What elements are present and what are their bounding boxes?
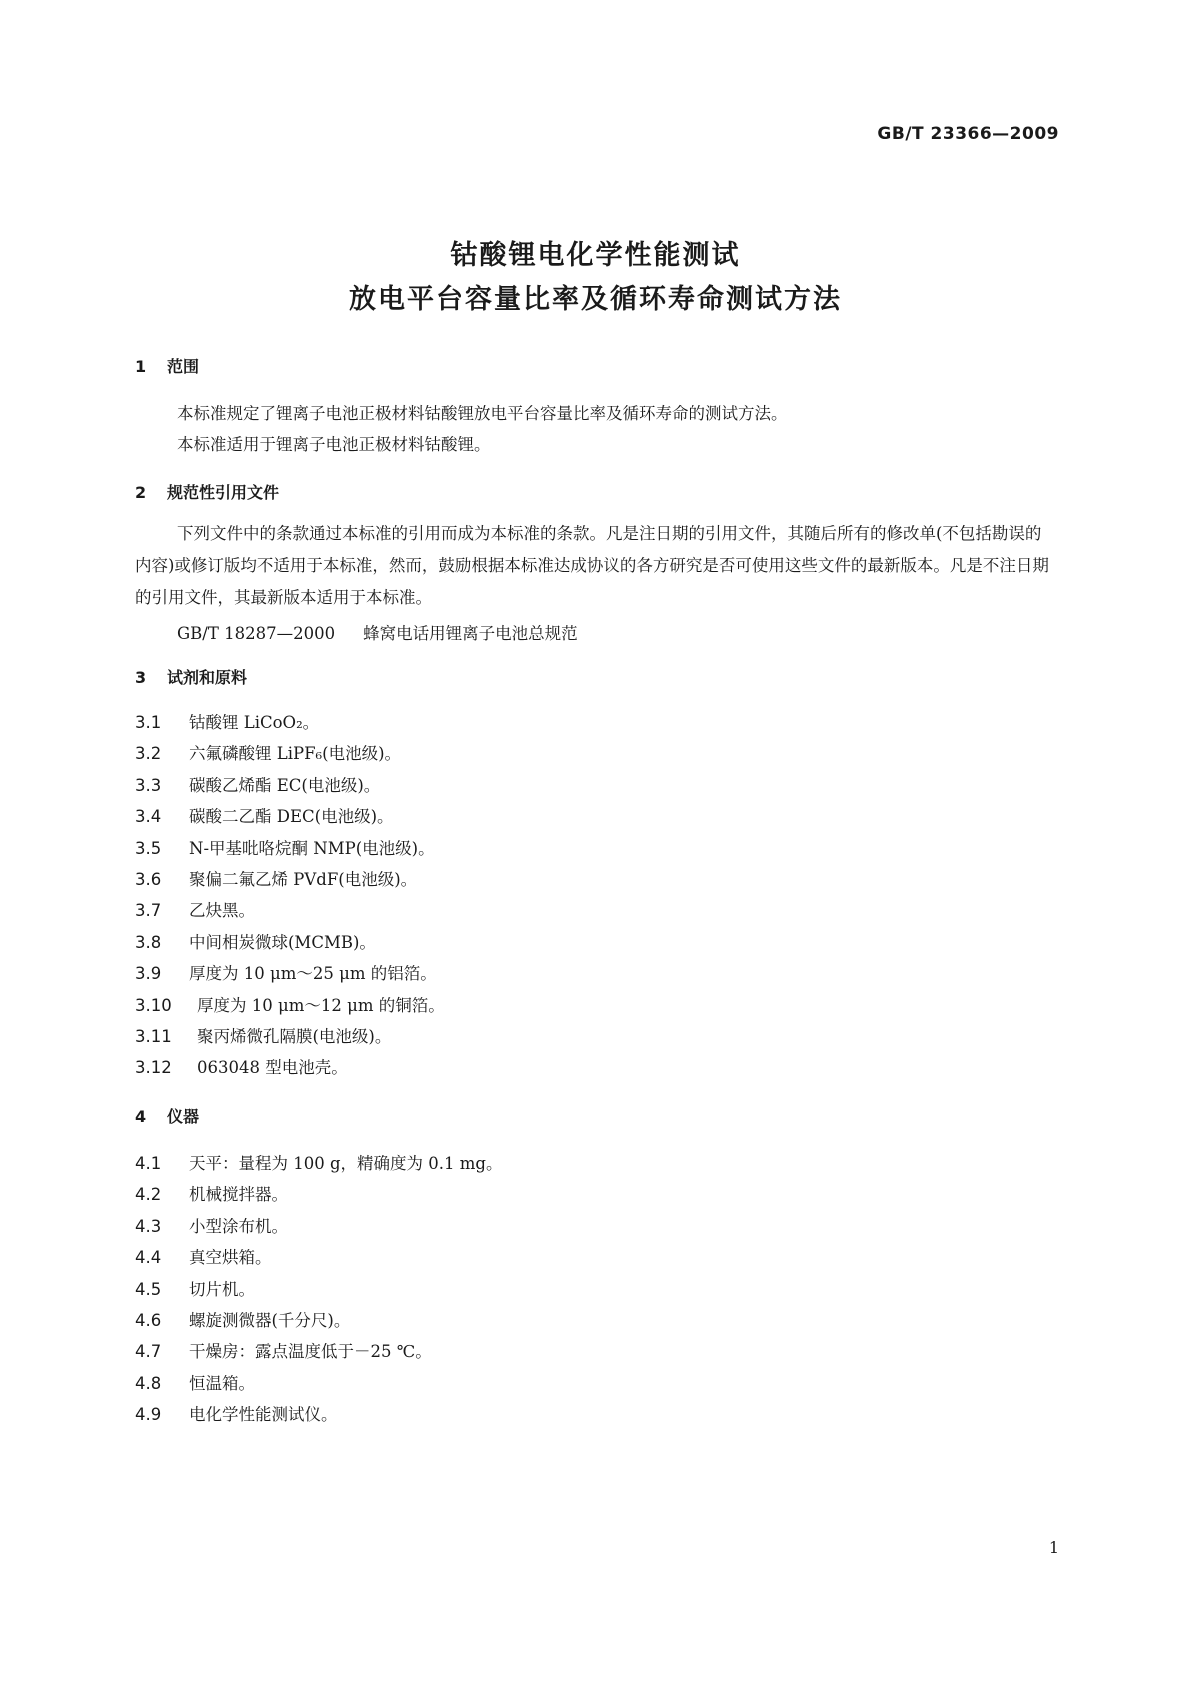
item-number: 3.12 bbox=[135, 1058, 172, 1078]
item-text: 电化学性能测试仪。 bbox=[189, 1405, 338, 1425]
item-text: 真空烘箱。 bbox=[189, 1248, 272, 1268]
list-item bbox=[135, 1150, 502, 1174]
section-1-paragraph-2: 本标准适用于锂离子电池正极材料钴酸锂。 bbox=[177, 435, 491, 454]
section-number: 4 bbox=[135, 1107, 147, 1126]
list-item bbox=[135, 1244, 272, 1268]
normative-reference bbox=[177, 620, 578, 644]
list-item bbox=[135, 1307, 350, 1331]
item-number: 3.3 bbox=[135, 775, 162, 795]
item-text: 碳酸二乙酯 DEC(电池级)。 bbox=[189, 807, 394, 827]
item-text: 厚度为 10 μm～25 μm 的铝箔。 bbox=[189, 964, 437, 984]
section-number: 1 bbox=[135, 357, 147, 376]
list-item bbox=[135, 1401, 338, 1425]
standard-number: GB/T 23366—2009 bbox=[877, 124, 1059, 144]
item-text: 小型涂布机。 bbox=[189, 1216, 288, 1236]
list-item bbox=[135, 835, 435, 859]
list-item bbox=[135, 1023, 391, 1047]
list-item bbox=[135, 1054, 348, 1078]
item-text: 天平：量程为 100 g，精确度为 0.1 mg。 bbox=[189, 1154, 503, 1173]
item-text: 063048 型电池壳。 bbox=[197, 1058, 348, 1078]
item-number: 3.4 bbox=[135, 807, 162, 827]
list-item bbox=[135, 1181, 288, 1205]
item-text: 机械搅拌器。 bbox=[189, 1185, 288, 1205]
item-number: 3.11 bbox=[135, 1027, 172, 1046]
section-title: 规范性引用文件 bbox=[167, 483, 280, 502]
list-item bbox=[135, 740, 401, 764]
list-item bbox=[135, 772, 380, 796]
item-number: 3.5 bbox=[135, 838, 162, 858]
title-line-2: 放电平台容量比率及循环寿命测试方法 bbox=[349, 284, 842, 315]
item-number: 4.4 bbox=[135, 1248, 162, 1268]
section-4-heading bbox=[135, 1104, 199, 1127]
item-text: 切片机。 bbox=[189, 1279, 255, 1299]
item-number: 4.2 bbox=[135, 1185, 162, 1205]
item-number: 3.7 bbox=[135, 901, 162, 921]
item-text: 乙炔黑。 bbox=[189, 901, 255, 921]
item-number: 4.7 bbox=[135, 1342, 162, 1362]
list-item bbox=[135, 709, 319, 733]
item-text: 钴酸锂 LiCoO₂。 bbox=[189, 713, 320, 732]
list-item bbox=[135, 1338, 432, 1362]
section-2-paragraph: 下列文件中的条款通过本标准的引用而成为本标准的条款。凡是注日期的引用文件，其随后所有的修改单(不包括勘误的内容)或修订版均不适用于本标准，然而，鼓励根据本标准达成协议的各方研究是否可使用这些文件的最新版本。凡是不注日期的引用文件，其最新版本适用于本标准。 bbox=[135, 524, 1049, 607]
list-item bbox=[135, 992, 445, 1016]
reference-title: 蜂窝电话用锂离子电池总规范 bbox=[363, 624, 578, 643]
section-title: 范围 bbox=[167, 357, 200, 376]
item-text: 螺旋测微器(千分尺)。 bbox=[189, 1311, 351, 1330]
item-text: 中间相炭微球(MCMB)。 bbox=[189, 932, 376, 952]
item-number: 3.1 bbox=[135, 713, 162, 732]
list-item bbox=[135, 803, 394, 827]
item-number: 4.6 bbox=[135, 1311, 162, 1330]
list-item bbox=[135, 960, 437, 984]
item-number: 3.9 bbox=[135, 964, 162, 984]
list-item bbox=[135, 929, 376, 953]
list-item bbox=[135, 1276, 255, 1300]
item-number: 4.3 bbox=[135, 1216, 162, 1236]
item-text: 聚丙烯微孔隔膜(电池级)。 bbox=[197, 1027, 392, 1046]
item-number: 3.6 bbox=[135, 870, 162, 889]
item-text: 干燥房：露点温度低于－25 ℃。 bbox=[189, 1342, 432, 1362]
section-title: 仪器 bbox=[167, 1107, 200, 1126]
list-item bbox=[135, 1370, 255, 1394]
section-title: 试剂和原料 bbox=[167, 668, 248, 687]
item-number: 4.5 bbox=[135, 1279, 162, 1299]
item-text: 碳酸乙烯酯 EC(电池级)。 bbox=[189, 775, 381, 795]
section-2-heading bbox=[135, 480, 279, 503]
item-number: 3.8 bbox=[135, 932, 162, 952]
page-number: 1 bbox=[1048, 1538, 1059, 1557]
item-number: 3.2 bbox=[135, 744, 162, 764]
item-number: 4.9 bbox=[135, 1405, 162, 1425]
title-line-1: 钴酸锂电化学性能测试 bbox=[450, 240, 741, 271]
item-text: 恒温箱。 bbox=[189, 1373, 255, 1393]
list-item bbox=[135, 897, 255, 921]
item-text: N-甲基吡咯烷酮 NMP(电池级)。 bbox=[189, 838, 435, 858]
section-1-heading bbox=[135, 354, 199, 377]
item-text: 聚偏二氟乙烯 PVdF(电池级)。 bbox=[189, 870, 418, 889]
item-number: 3.10 bbox=[135, 995, 172, 1015]
item-number: 4.1 bbox=[135, 1154, 162, 1173]
list-item bbox=[135, 866, 417, 890]
section-1-paragraph-1: 本标准规定了锂离子电池正极材料钴酸锂放电平台容量比率及循环寿命的测试方法。 bbox=[177, 404, 788, 423]
section-number: 2 bbox=[135, 483, 147, 502]
list-item bbox=[135, 1213, 288, 1237]
item-text: 六氟磷酸锂 LiPF₆(电池级)。 bbox=[189, 744, 402, 764]
reference-code: GB/T 18287—2000 bbox=[177, 624, 336, 643]
item-number: 4.8 bbox=[135, 1373, 162, 1393]
section-number: 3 bbox=[135, 668, 147, 687]
section-3-heading bbox=[135, 665, 247, 688]
item-text: 厚度为 10 μm～12 μm 的铜箔。 bbox=[197, 995, 445, 1015]
